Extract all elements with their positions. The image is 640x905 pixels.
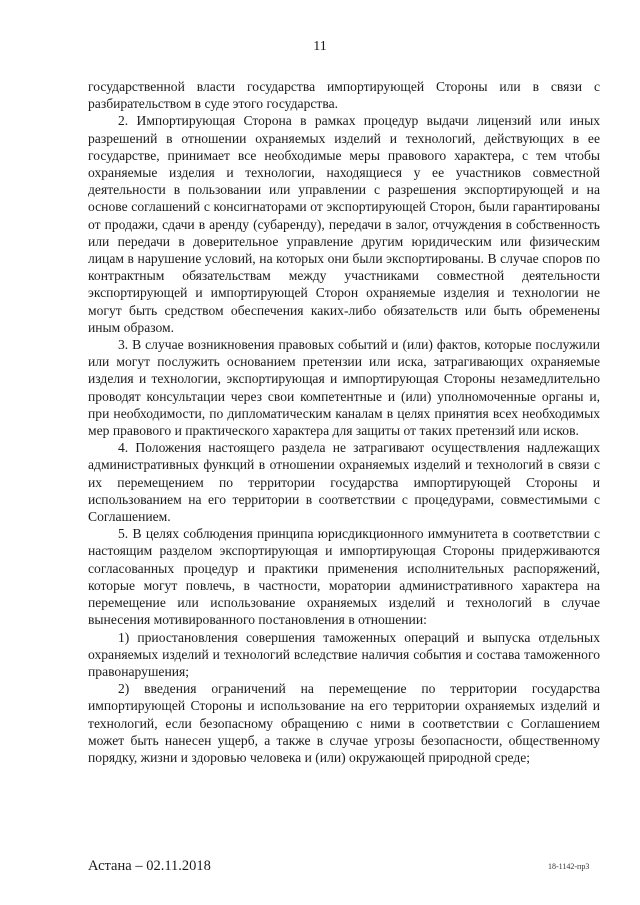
paragraph: 2. Импортирующая Сторона в рамках процедур выдачи лицензий или иных разрешений в отношении охраняемых изделий и технологий, действующих в ее государстве, принимает все необходимые меры правового характера, с тем чтобы охраняемые изделия и технологии, находящиеся у ее участников совместной деятельности в пользовании или управлении с разрешения экспортирующей и на основе соглашений с консигнаторами от экспортирующей Сторон, были гарантированы от продажи, сдачи в аренду (субаренду), передачи в залог, отчуждения в собственность или передачи в доверительное управление другим юридическим или физическим лицам в нарушение условий, на которых они были экспортированы. В случае споров по контрактным обязательствам между участниками совместной деятельности экспортирующей и импортирующей Сторон охраняемые изделия и технологии не могут быть средством обеспечения каких-либо обязательств или быть обременены иным образом. bbox=[88, 113, 600, 335]
paragraph: 5. В целях соблюдения принципа юрисдикционного иммунитета в соответствии с настоящим разделом экспортирующая и импортирующая Стороны придерживаются согласованных процедур и практики применения исполнительных распоряжений, которые могут повлечь, в частности, моратории административного характера на перемещение или использование охраняемых изделий и технологий в случае вынесения мотивированного постановления в отношении: bbox=[88, 526, 600, 628]
footer-place-date: Астана – 02.11.2018 bbox=[88, 858, 211, 874]
document-body bbox=[88, 78, 600, 766]
footer-doc-code: 18-1142-пр3 bbox=[548, 862, 590, 871]
paragraph: 3. В случае возникновения правовых событий и (или) фактов, которые послужили или могут послужить основанием претензии или иска, затрагивающих охраняемые изделия и технологии, экспортирующая и импортирующая Стороны незамедлительно проводят консультации через свои компетентные и (или) уполномоченные органы и, при необходимости, по дипломатическим каналам в целях принятия всех необходимых мер правового и практического характера для защиты от таких претензий или исков. bbox=[88, 337, 600, 439]
paragraph: 4. Положения настоящего раздела не затрагивают осуществления надлежащих административных функций в отношении охраняемых изделий и технологий в связи с их перемещением по территории государства импортирующей Стороны и использованием на его территории в соответствии с процедурами, совместимыми с Соглашением. bbox=[88, 440, 600, 525]
page-number: 11 bbox=[313, 39, 327, 54]
paragraph: 2) введения ограничений на перемещение по территории государства импортирующей Стороны и использование на его территории охраняемых изделий и технологий, если безопасному обращению с ними в соответствии с Соглашением может быть нанесен ущерб, а также в случае угрозы безопасности, общественному порядку, жизни и здоровью человека и (или) окружающей природной среде; bbox=[88, 681, 600, 765]
paragraph: государственной власти государства импортирующей Стороны или в связи с разбирательством в суде этого государства. bbox=[88, 79, 600, 112]
paragraph: 1) приостановления совершения таможенных операций и выпуска отдельных охраняемых изделий и технологий вследствие наличия события и состава таможенного правонарушения; bbox=[88, 629, 600, 679]
